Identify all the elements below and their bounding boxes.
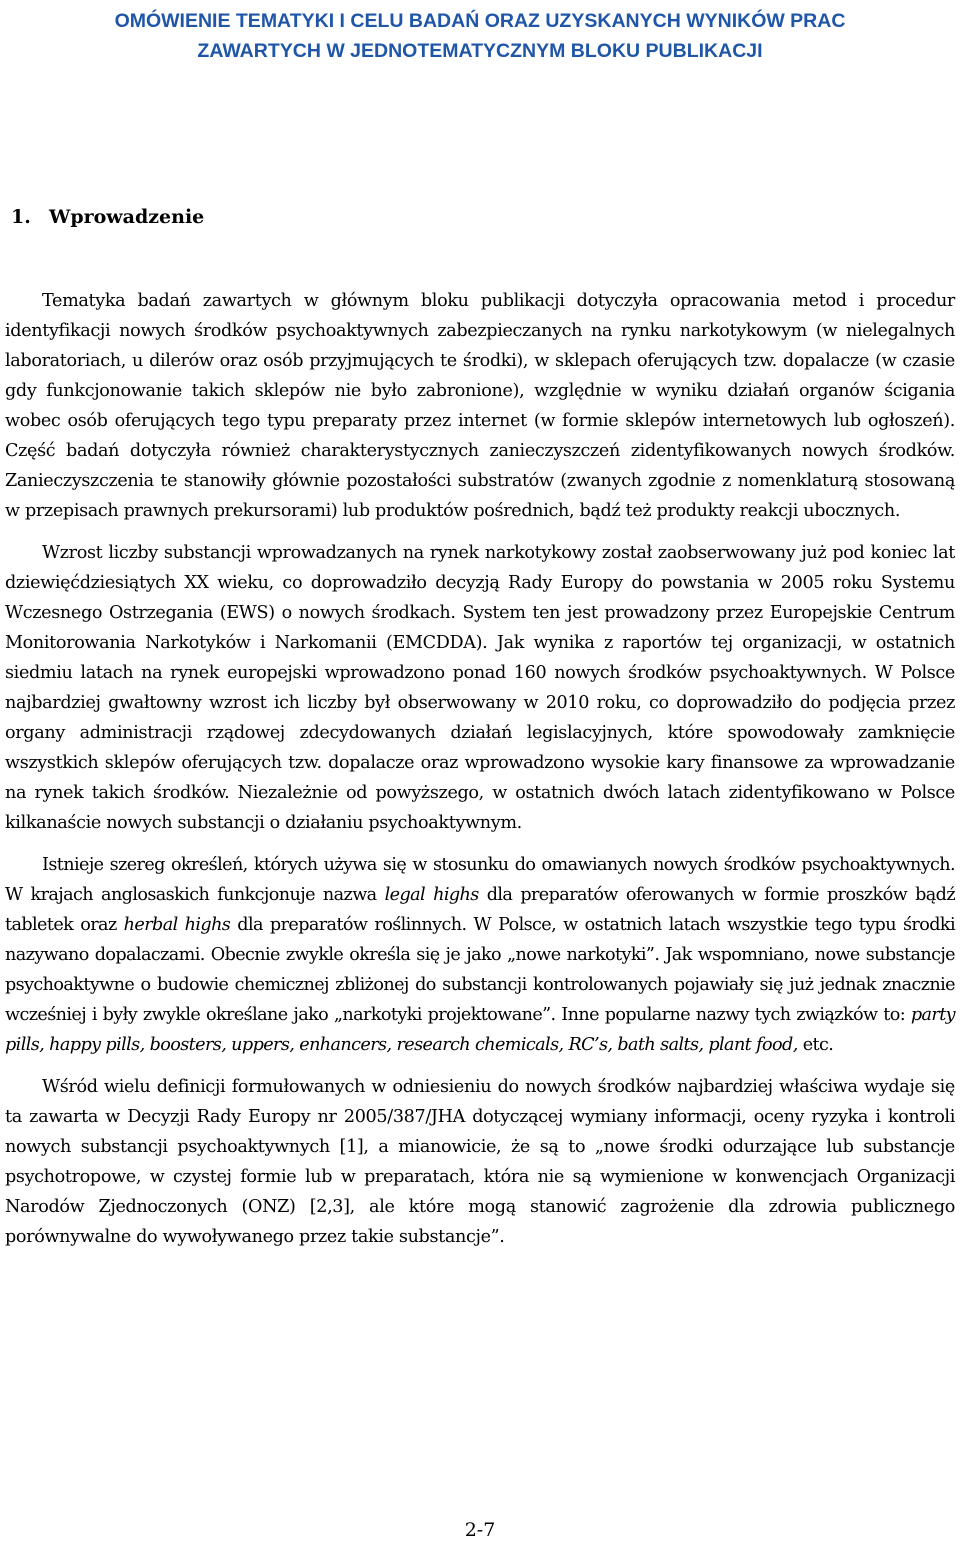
paragraph-1: Tematyka badań zawartych w głównym bloku publikacji dotyczyła opracowania metod i procedur identyfikacji nowych środków psychoaktywnych zabezpieczanych na rynku narkotykowym (w nielegalnych laboratoriach, u dilerów oraz osób przyjmujących te środki), w sklepach oferujących tzw. dopalacze (w czasie gdy funkcjonowanie takich sklepów nie było zabronione), względnie w wyniku działań organów ścigania wobec osób oferujących tego typu preparaty przez internet (w formie sklepów internetowych lub ogłoszeń). Część badań dotyczyła również charakterystycznych zanieczyszczeń zidentyfikowanych nowych środków. Zanieczyszczenia te stanowiły głównie pozostałości substratów (zwanych zgodnie z nomenklaturą stosowaną w przepisach prawnych prekursorami) lub produktów pośrednich, bądź też produkty reakcji ubocznych. [5, 291, 955, 521]
paragraph-3-text-d: etc. [797, 1035, 834, 1055]
body-text [5, 286, 955, 1264]
document-title-line-1: OMÓWIENIE TEMATYKI I CELU BADAŃ ORAZ UZYSKANYCH WYNIKÓW PRAC [114, 10, 846, 32]
section-title: Wprowadzenie [49, 206, 205, 228]
document-title [30, 6, 930, 66]
paragraph-4: Wśród wielu definicji formułowanych w odniesieniu do nowych środków najbardziej właściwa wydaje się ta zawarta w Decyzji Rady Europy nr 2005/387/JHA dotyczącej wymiany informacji, oceny ryzyka i kontroli nowych substancji psychoaktywnych [1], a mianowicie, że są to „nowe środki odurzające lub substancje psychotropowe, w czystej formie lub w preparatach, która nie są wymienione w konwencjach Organizacji Narodów Zjednoczonych (ONZ) [2,3], ale które mogą stanowić zagrożenie dla zdrowia publicznego porównywalne do wywoływanego przez takie substancje”. [5, 1077, 955, 1247]
section-heading [11, 203, 204, 231]
term-popular-names: party pills, happy pills, boosters, uppers, enhancers, research chemicals, RC’s, bath salts, plant food, [5, 1005, 955, 1055]
paragraph-3 [5, 850, 955, 1060]
document-title-line-2: ZAWARTYCH W JEDNOTEMATYCZNYM BLOKU PUBLIKACJI [197, 40, 763, 62]
term-legal-highs: legal highs [384, 885, 479, 905]
paragraph-3-text-a: Istnieje szereg określeń, których używa się w stosunku do omawianych nowych środków psychoaktywnych. W krajach anglosaskich funkcjonuje nazwa [5, 855, 955, 905]
page-number: 2-7 [464, 1519, 496, 1541]
paragraph-3-text-b: dla preparatów oferowanych w formie proszków bądź tabletek oraz [5, 885, 955, 935]
paragraph-3-text-c: dla preparatów roślinnych. W Polsce, w ostatnich latach wszystkie tego typu środki nazywano dopalaczami. Obecnie zwykle określa się je jako „nowe narkotyki”. Jak wspomniano, nowe substancje psychoaktywne o budowie chemicznej zbliżonej do substancji kontrolowanych pojawiały się już jednak znacznie wcześniej i były zwykle określane jako „narkotyki projektowane”. Inne popularne nazwy tych związków to: [5, 915, 955, 1025]
term-herbal-highs: herbal highs [123, 915, 231, 935]
section-number: 1. [11, 206, 31, 228]
paragraph-2: Wzrost liczby substancji wprowadzanych na rynek narkotykowy został zaobserwowany już pod koniec lat dziewięćdziesiątych XX wieku, co doprowadziło decyzją Rady Europy do powstania w 2005 roku Systemu Wczesnego Ostrzegania (EWS) o nowych środkach. System ten jest prowadzony przez Europejskie Centrum Monitorowania Narkotyków i Narkomanii (EMCDDA). Jak wynika z raportów tej organizacji, w ostatnich siedmiu latach na rynek europejski wprowadzono ponad 160 nowych środków psychoaktywnych. W Polsce najbardziej gwałtowny wzrost ich liczby był obserwowany w 2010 roku, co doprowadziło do podjęcia przez organy administracji rządowej zdecydowanych działań legislacyjnych, które spowodowały zamknięcie wszystkich sklepów oferujących tzw. dopalacze oraz wprowadzono wysokie kary finansowe za wprowadzanie na rynek takich środków. Niezależnie od powyższego, w ostatnich dwóch latach zidentyfikowano w Polsce kilkanaście nowych substancji o działaniu psychoaktywnym. [5, 543, 955, 833]
